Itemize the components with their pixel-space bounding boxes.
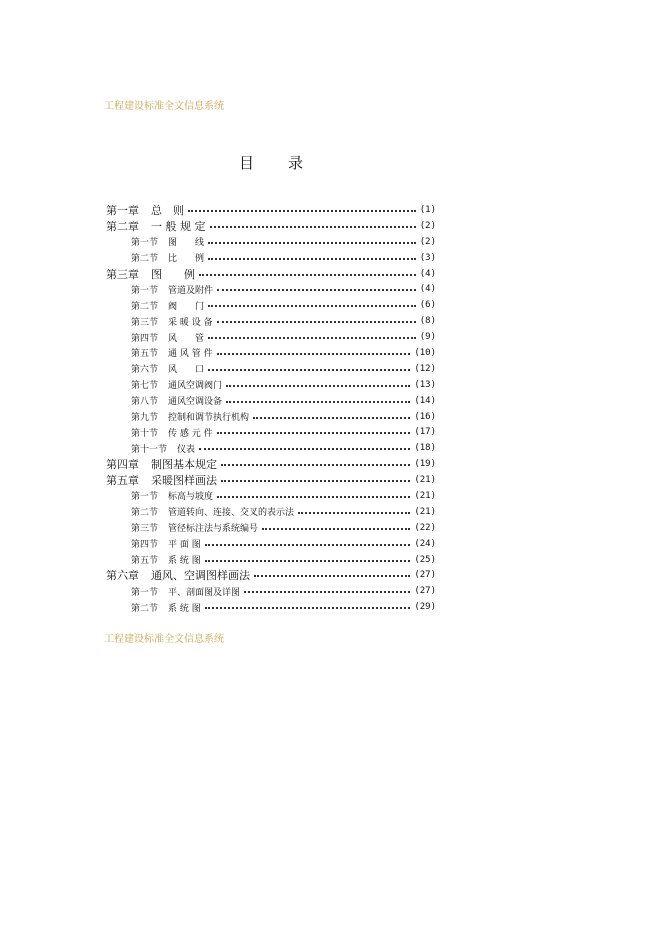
toc-chapter-entry[interactable] xyxy=(106,472,436,488)
toc-entry-title: 管径标注法与系统编号 xyxy=(168,524,259,535)
toc-entry-number: 第七节 xyxy=(131,381,159,392)
dot-leader xyxy=(199,274,416,276)
toc-chapter-entry[interactable] xyxy=(106,266,436,282)
dot-leader xyxy=(208,242,416,244)
toc-entry-number: 第一节 xyxy=(131,238,159,249)
dot-leader xyxy=(199,448,410,450)
toc-entry-title: 制图基本规定 xyxy=(151,458,217,472)
toc-chapter-entry[interactable] xyxy=(106,218,436,234)
title-char-right: 录 xyxy=(288,154,304,172)
toc-section-entry[interactable] xyxy=(106,583,436,599)
toc-entry-label xyxy=(131,601,201,614)
toc-entry-label xyxy=(131,553,201,566)
toc-entry-number: 第三节 xyxy=(131,317,159,328)
dot-leader xyxy=(217,496,410,498)
toc-entry-page: (3) xyxy=(419,252,436,263)
toc-entry-title: 一 般 规 定 xyxy=(151,219,206,233)
toc-entry-number: 第四节 xyxy=(131,540,159,551)
dot-leader xyxy=(208,258,416,260)
toc-section-entry[interactable] xyxy=(106,250,436,266)
toc-entry-page: (6) xyxy=(419,300,436,311)
toc-entry-title: 通风空调阀门 xyxy=(168,381,223,392)
dot-leader xyxy=(208,337,416,339)
toc-entry-number: 第五章 xyxy=(106,474,139,488)
toc-entry-title: 传 感 元 件 xyxy=(168,428,213,439)
toc-entry-label xyxy=(131,315,213,328)
toc-entry-number: 第二节 xyxy=(131,301,159,312)
toc-entry-number: 第三节 xyxy=(131,524,159,535)
toc-entry-title: 仪表 xyxy=(177,444,196,455)
toc-section-entry[interactable] xyxy=(106,409,436,425)
toc-entry-page: (13) xyxy=(414,379,436,390)
toc-entry-page: (14) xyxy=(414,395,436,406)
toc-entry-page: (10) xyxy=(414,347,436,358)
toc-entry-label xyxy=(131,362,204,375)
toc-entry-label xyxy=(131,537,201,550)
toc-section-entry[interactable] xyxy=(106,599,436,615)
toc-section-entry[interactable] xyxy=(106,424,436,440)
toc-section-entry[interactable] xyxy=(106,393,436,409)
toc-entry-label xyxy=(106,472,217,488)
toc-entry-number: 第二节 xyxy=(131,254,159,265)
toc-entry-page: (29) xyxy=(414,602,436,613)
toc-entry-label xyxy=(106,202,184,218)
toc-section-entry[interactable] xyxy=(106,504,436,520)
toc-entry-label xyxy=(131,521,258,534)
toc-chapter-entry[interactable] xyxy=(106,567,436,583)
toc-entry-page: (8) xyxy=(419,316,436,327)
toc-section-entry[interactable] xyxy=(106,281,436,297)
toc-entry-label xyxy=(106,567,250,583)
toc-section-entry[interactable] xyxy=(106,440,436,456)
toc-entry-number: 第九节 xyxy=(131,413,159,424)
toc-entry-label xyxy=(106,218,206,234)
toc-entry-number: 第一章 xyxy=(106,203,139,217)
watermark-top: 工程建设标准全文信息系统 xyxy=(104,101,224,112)
toc-entry-number: 第三章 xyxy=(106,267,139,281)
dot-leader xyxy=(217,353,411,355)
toc-entry-label xyxy=(131,426,213,439)
toc-entry-label xyxy=(131,585,240,598)
toc-chapter-entry[interactable] xyxy=(106,202,436,218)
toc-entry-title: 管道转向、连接、交叉的表示法 xyxy=(168,508,295,519)
toc-entry-title: 风 管 xyxy=(168,333,205,344)
toc-entry-number: 第五节 xyxy=(131,556,159,567)
toc-entry-label xyxy=(131,378,222,391)
toc-entry-page: (24) xyxy=(414,538,436,549)
toc-entry-number: 第一节 xyxy=(131,587,159,598)
dot-leader xyxy=(217,321,416,323)
toc-section-entry[interactable] xyxy=(106,536,436,552)
toc-entry-title: 图 例 xyxy=(151,267,195,281)
toc-section-entry[interactable] xyxy=(106,361,436,377)
dot-leader xyxy=(210,226,416,228)
toc-entry-title: 风 口 xyxy=(168,365,205,376)
toc-entry-title: 采 暖 设 备 xyxy=(168,317,213,328)
toc-section-entry[interactable] xyxy=(106,234,436,250)
title-char-left: 目 xyxy=(239,154,255,172)
toc-entry-title: 采暖图样画法 xyxy=(151,474,217,488)
toc-entry-label xyxy=(131,505,294,518)
toc-entry-title: 控制和调节执行机构 xyxy=(168,413,250,424)
toc-entry-label xyxy=(131,489,213,502)
toc-entry-number: 第四节 xyxy=(131,333,159,344)
dot-leader xyxy=(226,401,410,403)
toc-chapter-entry[interactable] xyxy=(106,456,436,472)
dot-leader xyxy=(226,385,410,387)
toc-entry-number: 第十节 xyxy=(131,428,159,439)
toc-entry-page: (1) xyxy=(419,204,436,215)
toc-entry-number: 第十一节 xyxy=(131,444,168,455)
toc-entry-label xyxy=(131,394,222,407)
toc-entry-page: (21) xyxy=(414,506,436,517)
toc-entry-title: 标高与坡度 xyxy=(168,492,214,503)
toc-section-entry[interactable] xyxy=(106,345,436,361)
toc-section-entry[interactable] xyxy=(106,313,436,329)
toc-section-entry[interactable] xyxy=(106,488,436,504)
toc-entry-page: (21) xyxy=(414,475,436,486)
toc-section-entry[interactable] xyxy=(106,329,436,345)
dot-leader xyxy=(217,289,416,291)
toc-entry-title: 管道及附件 xyxy=(168,285,214,296)
toc-entry-number: 第五节 xyxy=(131,349,159,360)
toc-entry-label xyxy=(131,346,213,359)
dot-leader xyxy=(205,607,411,609)
dot-leader xyxy=(253,417,410,419)
toc-entry-title: 系 统 图 xyxy=(168,556,201,567)
toc-entry-page: (27) xyxy=(414,586,436,597)
toc-entry-page: (4) xyxy=(419,284,436,295)
toc-entry-label xyxy=(131,283,213,296)
dot-leader xyxy=(221,464,410,466)
dot-leader xyxy=(208,369,410,371)
toc-entry-title: 平 面 图 xyxy=(168,540,201,551)
dot-leader xyxy=(262,528,410,530)
table-of-contents xyxy=(106,202,436,615)
toc-entry-number: 第二节 xyxy=(131,603,159,614)
toc-section-entry[interactable] xyxy=(106,377,436,393)
toc-entry-page: (2) xyxy=(419,236,436,247)
toc-entry-page: (17) xyxy=(414,427,436,438)
toc-section-entry[interactable] xyxy=(106,520,436,536)
toc-entry-label xyxy=(106,456,217,472)
toc-entry-number: 第二章 xyxy=(106,219,139,233)
toc-entry-title: 平、剖面图及详图 xyxy=(168,587,241,598)
dot-leader xyxy=(221,480,410,482)
toc-entry-page: (2) xyxy=(419,220,436,231)
toc-entry-number: 第四章 xyxy=(106,458,139,472)
toc-entry-page: (12) xyxy=(414,363,436,374)
toc-section-entry[interactable] xyxy=(106,552,436,568)
dot-leader xyxy=(298,512,410,514)
toc-entry-page: (18) xyxy=(414,443,436,454)
toc-entry-title: 图 线 xyxy=(168,238,205,249)
toc-entry-label xyxy=(131,442,195,455)
toc-entry-label xyxy=(131,410,249,423)
toc-entry-title: 通 风 管 件 xyxy=(168,349,213,360)
toc-entry-title: 通风、空调图样画法 xyxy=(151,569,250,583)
dot-leader xyxy=(217,432,411,434)
toc-entry-number: 第二节 xyxy=(131,508,159,519)
dot-leader xyxy=(244,591,410,593)
toc-entry-page: (19) xyxy=(414,459,436,470)
toc-entry-page: (21) xyxy=(414,490,436,501)
toc-entry-label xyxy=(131,299,204,312)
toc-entry-title: 总 则 xyxy=(151,203,184,217)
dot-leader xyxy=(254,575,410,577)
toc-entry-number: 第八节 xyxy=(131,397,159,408)
toc-entry-page: (22) xyxy=(414,522,436,533)
toc-entry-number: 第六节 xyxy=(131,365,159,376)
dot-leader xyxy=(208,305,416,307)
toc-entry-number: 第一节 xyxy=(131,492,159,503)
toc-entry-title: 比 例 xyxy=(168,254,205,265)
toc-entry-page: (27) xyxy=(414,570,436,581)
toc-entry-page: (4) xyxy=(419,268,436,279)
toc-entry-label xyxy=(131,251,204,264)
toc-entry-label xyxy=(106,266,195,282)
toc-section-entry[interactable] xyxy=(106,297,436,313)
toc-entry-title: 阀 门 xyxy=(168,301,205,312)
toc-entry-number: 第一节 xyxy=(131,285,159,296)
dot-leader xyxy=(205,544,411,546)
toc-entry-page: (16) xyxy=(414,411,436,422)
watermark-bottom: 工程建设标准全文信息系统 xyxy=(104,634,224,645)
dot-leader xyxy=(205,560,411,562)
toc-entry-label xyxy=(131,235,204,248)
toc-entry-page: (25) xyxy=(414,554,436,565)
toc-entry-page: (9) xyxy=(419,332,436,343)
toc-entry-label xyxy=(131,331,204,344)
dot-leader xyxy=(188,210,416,212)
page-title xyxy=(239,152,303,173)
toc-entry-title: 通风空调设备 xyxy=(168,397,223,408)
toc-entry-title: 系 统 图 xyxy=(168,603,201,614)
toc-entry-number: 第六章 xyxy=(106,569,139,583)
